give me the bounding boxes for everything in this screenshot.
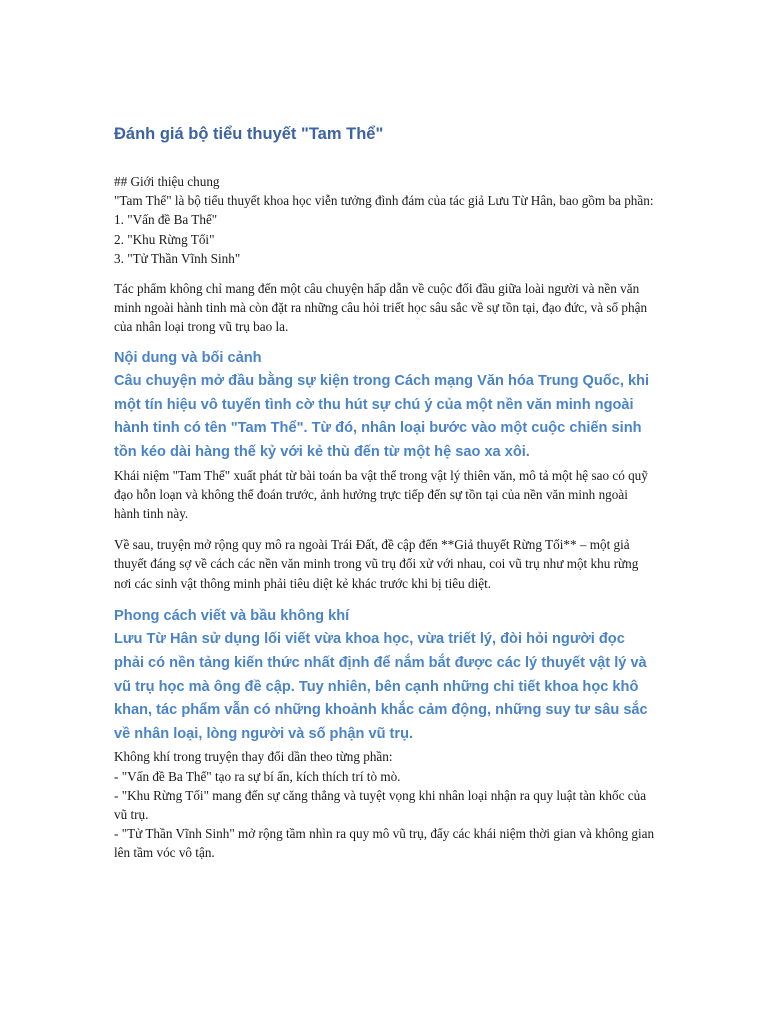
atmosphere-item: - "Khu Rừng Tối" mang đến sự căng thẳng và tuyệt vọng khi nhân loại nhận ra quy luật tàn khốc của vũ trụ. bbox=[114, 787, 647, 822]
section-heading-lead: Câu chuyện mở đầu bằng sự kiện trong Cách mạng Văn hóa Trung Quốc, khi một tín hiệu vô tuyến tình cờ thu hút sự chú ý của một nền văn minh ngoài hành tinh có tên "Tam Thể". Từ đó, nhân loại bước vào một cuộc chiến sinh tồn kéo dài hàng thế kỷ với kẻ thù đến từ một hệ sao xa xôi. bbox=[114, 373, 650, 460]
body-paragraph: Khái niệm "Tam Thể" xuất phát từ bài toán ba vật thể trong vật lý thiên văn, mô tả một hệ sao có quỹ đạo hỗn loạn và không thể đoán trước, ảnh hưởng trực tiếp đến sự tồn tại của nền văn minh ngoài hành tinh này. bbox=[114, 467, 648, 521]
section-heading-style bbox=[114, 605, 656, 747]
section-heading-title: Phong cách viết và bầu không khí bbox=[114, 607, 350, 624]
atmosphere-block bbox=[114, 747, 656, 862]
document-body bbox=[114, 122, 656, 874]
section-heading-title: Nội dung và bối cảnh bbox=[114, 349, 262, 366]
section-heading-lead: Lưu Từ Hân sử dụng lối viết vừa khoa học, vừa triết lý, đòi hỏi người đọc phải có nền tảng kiến thức nhất định để nắm bắt được các lý thuyết vật lý và vũ trụ học mà ông đề cập. Tuy nhiên, bên cạnh những chi tiết khoa học khô khan, tác phẩm vẫn có những khoảnh khắc cảm động, những suy tư sâu sắc về nhân loại, lòng người và số phận vũ trụ. bbox=[114, 631, 648, 742]
atmosphere-item: - "Vấn đề Ba Thể" tạo ra sự bí ẩn, kích thích trí tò mò. bbox=[114, 768, 401, 784]
intro-text: "Tam Thể" là bộ tiểu thuyết khoa học viễn tưởng đình đám của tác giả Lưu Từ Hân, bao gồm ba phần: bbox=[114, 193, 654, 209]
intro-block bbox=[114, 172, 656, 268]
part-item: 1. "Vấn đề Ba Thể" bbox=[114, 212, 218, 228]
document-title: Đánh giá bộ tiểu thuyết "Tam Thể" bbox=[114, 125, 384, 143]
atmosphere-item: - "Tử Thần Vĩnh Sinh" mở rộng tầm nhìn ra quy mô vũ trụ, đẩy các khái niệm thời gian và không gian lên tầm vóc vô tận. bbox=[114, 826, 655, 861]
intro-heading: ## Giới thiệu chung bbox=[114, 174, 220, 189]
body-paragraph: Về sau, truyện mở rộng quy mô ra ngoài Trái Đất, đề cập đến **Giả thuyết Rừng Tối** – một giả thuyết đáng sợ về cách các nền văn minh trong vũ trụ đối xử với nhau, coi vũ trụ như một khu rừng nơi các sinh vật thông minh phải tiêu diệt kẻ khác trước khi bị tiêu diệt. bbox=[114, 537, 639, 591]
atmosphere-intro: Không khí trong truyện thay đổi dần theo từng phần: bbox=[114, 749, 393, 765]
summary-paragraph: Tác phẩm không chỉ mang đến một câu chuyện hấp dẫn về cuộc đối đầu giữa loài người và nền văn minh ngoài hành tinh mà còn đặt ra những câu hỏi triết học sâu sắc về sự tồn tại, đạo đức, và số phận của nhân loại trong vũ trụ bao la. bbox=[114, 281, 648, 335]
part-item: 2. "Khu Rừng Tối" bbox=[114, 231, 215, 247]
part-item: 3. "Tử Thần Vĩnh Sinh" bbox=[114, 250, 241, 266]
section-heading-content bbox=[114, 347, 656, 465]
